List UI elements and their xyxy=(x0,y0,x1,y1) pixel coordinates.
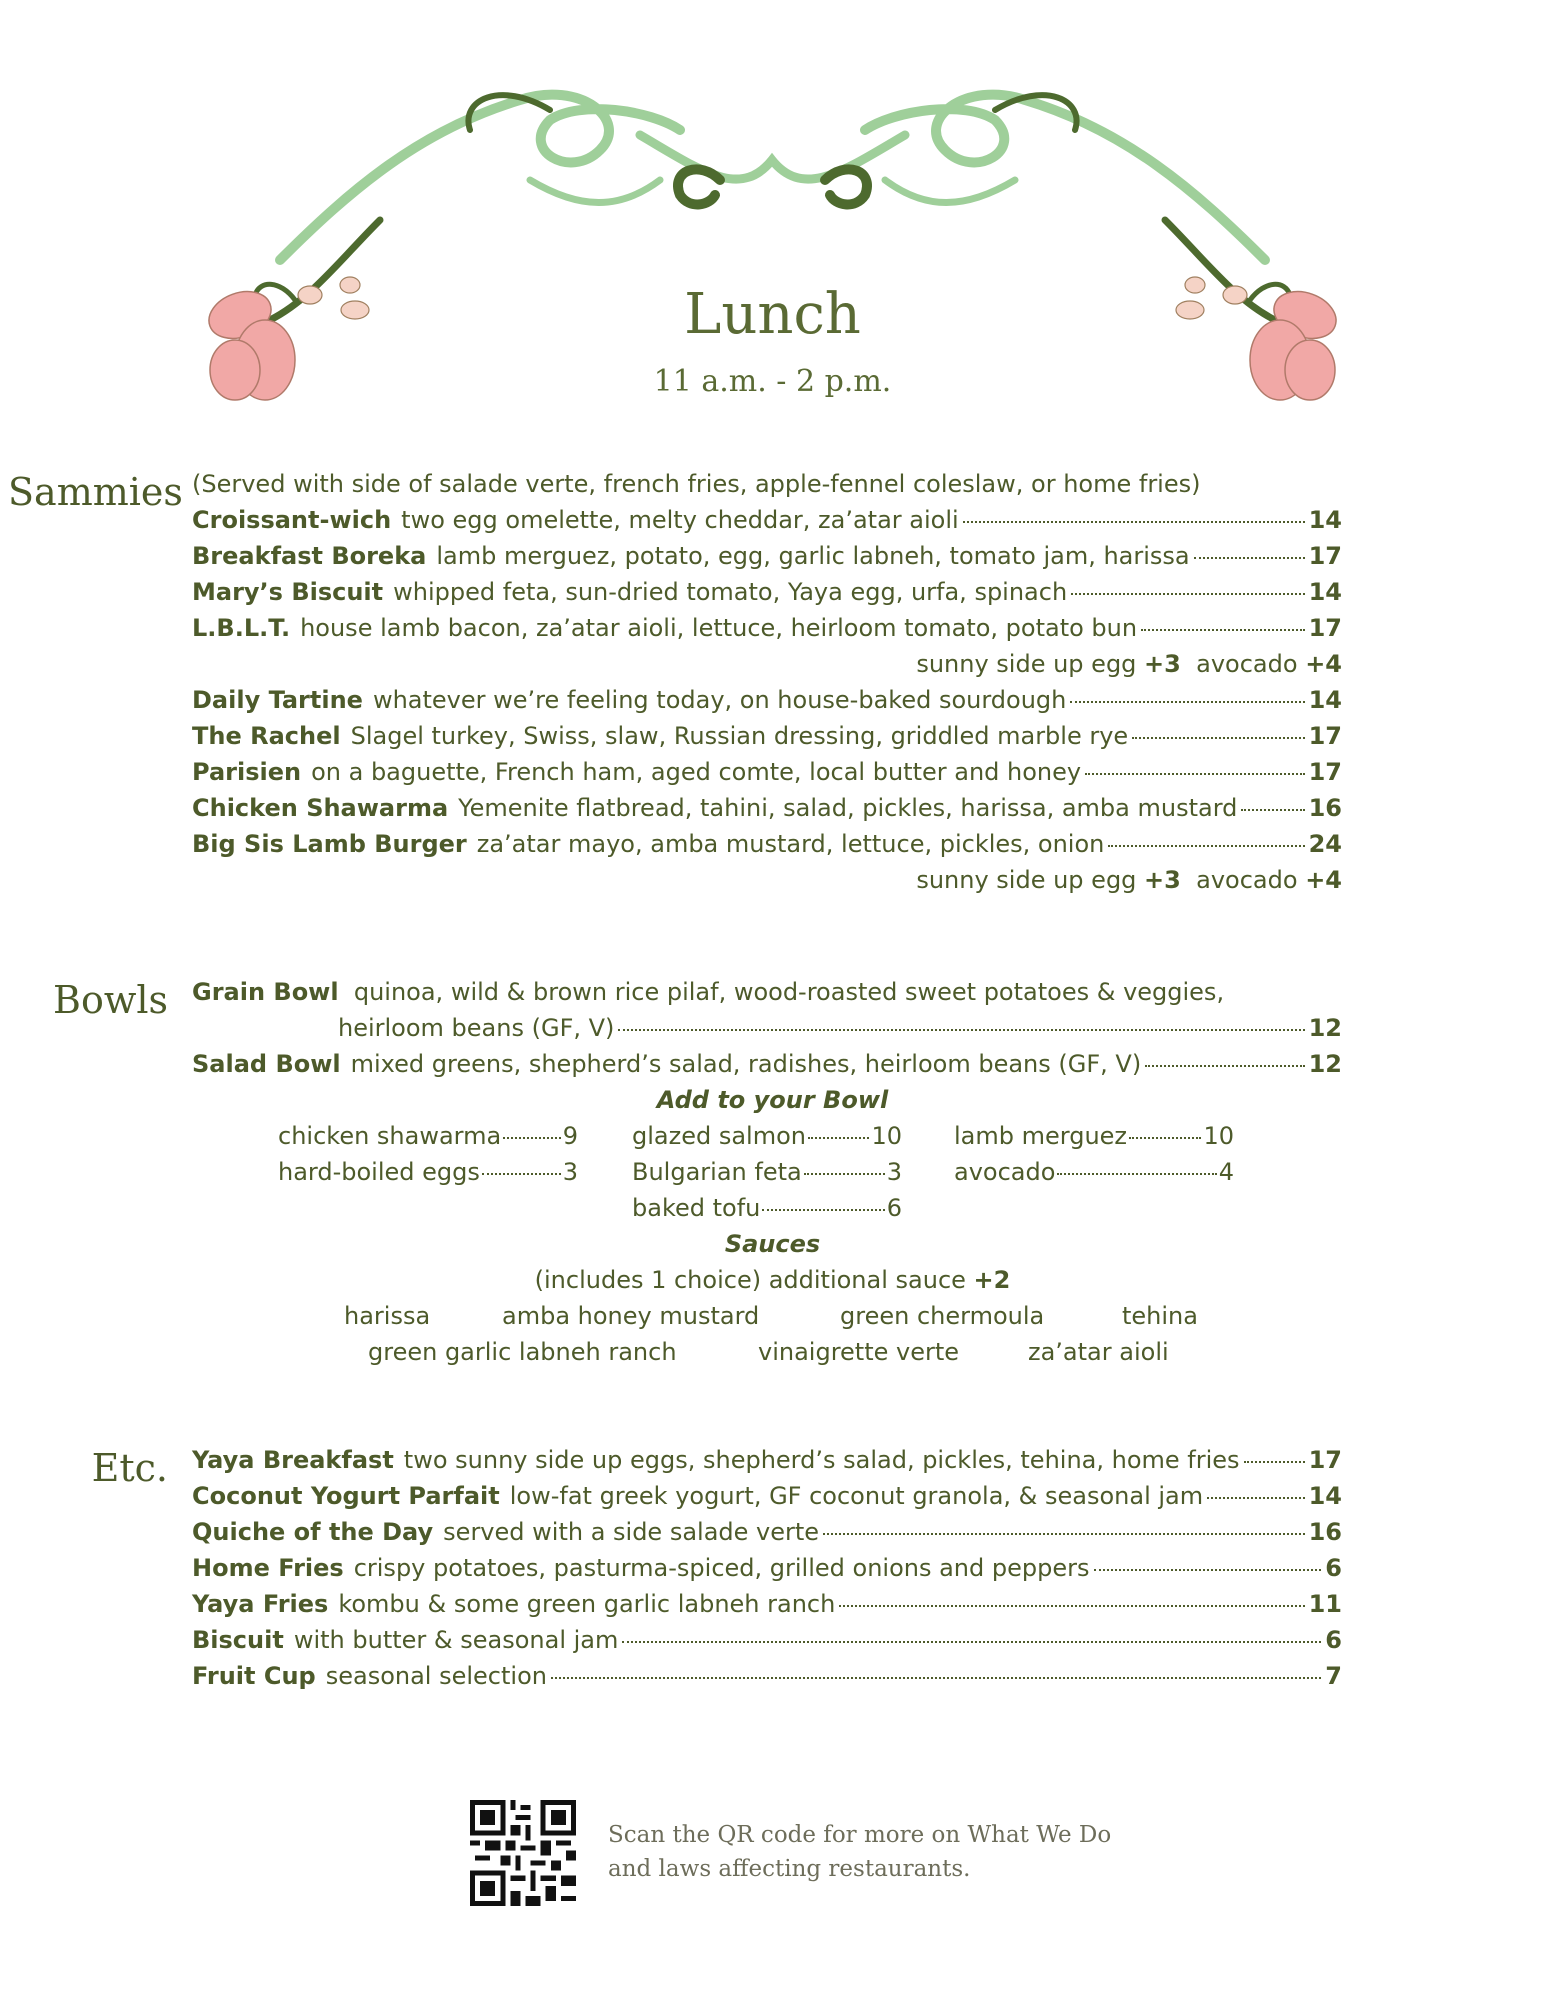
item-desc: lamb merguez, potato, egg, garlic labneh, tomato jam, harissa xyxy=(436,542,1190,570)
addon-egg-label: sunny side up egg xyxy=(916,650,1137,678)
item-desc: Slagel turkey, Swiss, slaw, Russian dressing, griddled marble rye xyxy=(350,722,1129,750)
item-price: 17 xyxy=(1308,722,1342,750)
item-price: 17 xyxy=(1308,614,1342,642)
item-desc: kombu & some green garlic labneh ranch xyxy=(338,1590,836,1618)
add-item-name: hard-boiled eggs xyxy=(278,1158,480,1186)
menu-item xyxy=(192,794,1342,828)
addon-avocado-price: +4 xyxy=(1305,650,1342,678)
add-item xyxy=(632,1158,902,1186)
item-desc: seasonal selection xyxy=(325,1662,547,1690)
add-item-name: Bulgarian feta xyxy=(632,1158,802,1186)
item-desc: whatever we’re feeling today, on house-baked sourdough xyxy=(372,686,1067,714)
menu-item xyxy=(192,758,1342,792)
menu-item xyxy=(192,722,1342,756)
dot-leader xyxy=(804,1173,885,1175)
item-desc: whipped feta, sun-dried tomato, Yaya egg, urfa, spinach xyxy=(393,578,1068,606)
menu-item xyxy=(192,578,1342,612)
menu-item xyxy=(192,1662,1342,1696)
hours: 11 a.m. - 2 p.m. xyxy=(653,364,892,399)
addon-egg-price: +3 xyxy=(1144,866,1181,894)
dot-leader xyxy=(482,1173,561,1175)
menu-item xyxy=(192,614,1342,648)
sauce-item: za’atar aioli xyxy=(1028,1338,1169,1366)
item-desc: heirloom beans (GF, V) xyxy=(338,1014,615,1042)
item-name: Chicken Shawarma xyxy=(192,794,449,822)
item-price: 16 xyxy=(1308,794,1342,822)
add-item-price: 3 xyxy=(562,1158,578,1186)
add-item-price: 6 xyxy=(886,1194,902,1222)
sauces-extra-price: +2 xyxy=(973,1266,1011,1294)
dot-leader xyxy=(808,1137,869,1139)
item-desc: quinoa, wild & brown rice pilaf, wood-roasted sweet potatoes & veggies, xyxy=(353,978,1225,1006)
item-desc: crispy potatoes, pasturma-spiced, grilled onions and peppers xyxy=(353,1554,1090,1582)
dot-leader xyxy=(1085,773,1305,775)
menu-item xyxy=(192,542,1342,576)
dot-leader xyxy=(1207,1497,1304,1499)
menu-item xyxy=(192,830,1342,864)
menu-item xyxy=(192,1590,1342,1624)
dot-leader xyxy=(1057,1173,1216,1175)
item-price: 14 xyxy=(1308,1482,1342,1510)
item-price: 11 xyxy=(1308,1590,1342,1618)
item-desc: two egg omelette, melty cheddar, za’atar aioli xyxy=(401,506,959,534)
section-label-bowls: Bowls xyxy=(53,978,168,1022)
add-item xyxy=(954,1158,1234,1186)
dot-leader xyxy=(1070,701,1304,703)
item-desc: za’atar mayo, amba mustard, lettuce, pickles, onion xyxy=(476,830,1105,858)
item-name: Grain Bowl xyxy=(192,978,339,1006)
sauces-note-text: (includes 1 choice) additional sauce xyxy=(534,1266,966,1294)
dot-leader xyxy=(1141,629,1305,631)
add-item xyxy=(632,1194,902,1222)
item-price: 14 xyxy=(1308,506,1342,534)
add-item xyxy=(278,1122,578,1150)
dot-leader xyxy=(622,1641,1321,1643)
sauce-item: green chermoula xyxy=(840,1302,1045,1330)
dot-leader xyxy=(1132,737,1304,739)
item-name: Biscuit xyxy=(192,1626,284,1654)
menu-item xyxy=(192,1446,1342,1480)
dot-leader xyxy=(551,1677,1321,1679)
add-item-price: 9 xyxy=(562,1122,578,1150)
item-desc: served with a side salade verte xyxy=(443,1518,820,1546)
grain-bowl-line2 xyxy=(338,1014,1342,1048)
add-item-name: glazed salmon xyxy=(632,1122,806,1150)
item-name: Mary’s Biscuit xyxy=(192,578,384,606)
item-name: Parisien xyxy=(192,758,302,786)
dot-leader xyxy=(963,521,1305,523)
section-label-sammies: Sammies xyxy=(8,470,183,514)
addon-avocado-price: +4 xyxy=(1305,866,1342,894)
menu-item xyxy=(192,686,1342,720)
dot-leader xyxy=(1071,593,1304,595)
item-name: Salad Bowl xyxy=(192,1050,341,1078)
add-item-name: lamb merguez xyxy=(954,1122,1128,1150)
menu-item xyxy=(192,506,1342,540)
item-name: Quiche of the Day xyxy=(192,1518,434,1546)
dot-leader xyxy=(1194,557,1305,559)
sauces-note xyxy=(0,1266,1545,1294)
add-item-price: 10 xyxy=(871,1122,902,1150)
item-name: Breakfast Boreka xyxy=(192,542,427,570)
item-desc: house lamb bacon, za’atar aioli, lettuce, heirloom tomato, potato bun xyxy=(300,614,1138,642)
item-desc: with butter & seasonal jam xyxy=(293,1626,619,1654)
add-item-price: 4 xyxy=(1218,1158,1234,1186)
addon-avocado-label: avocado xyxy=(1196,650,1298,678)
item-price: 6 xyxy=(1325,1626,1342,1654)
item-price: 6 xyxy=(1325,1554,1342,1582)
item-name: The Rachel xyxy=(192,722,341,750)
add-item-name: baked tofu xyxy=(632,1194,761,1222)
dot-leader xyxy=(839,1605,1304,1607)
dot-leader xyxy=(762,1209,884,1211)
item-price: 14 xyxy=(1308,686,1342,714)
addon-egg-price: +3 xyxy=(1144,650,1181,678)
qr-caption-line2: and laws affecting restaurants. xyxy=(608,1856,971,1882)
item-desc: Yemenite flatbread, tahini, salad, pickles, harissa, amba mustard xyxy=(458,794,1238,822)
dot-leader xyxy=(1129,1137,1201,1139)
item-name: Yaya Fries xyxy=(192,1590,329,1618)
menu-item xyxy=(192,1518,1342,1552)
item-name: Home Fries xyxy=(192,1554,344,1582)
dot-leader xyxy=(1241,809,1304,811)
add-item xyxy=(278,1158,578,1186)
add-item-name: chicken shawarma xyxy=(278,1122,502,1150)
qr-caption-line1: Scan the QR code for more on What We Do xyxy=(608,1822,1112,1848)
item-name: Daily Tartine xyxy=(192,686,363,714)
item-price: 16 xyxy=(1308,1518,1342,1546)
menu-item xyxy=(192,1050,1342,1084)
addon-line xyxy=(192,650,1342,678)
add-item-price: 10 xyxy=(1203,1122,1234,1150)
item-price: 12 xyxy=(1308,1014,1342,1042)
sauce-item: green garlic labneh ranch xyxy=(368,1338,677,1366)
dot-leader xyxy=(1108,845,1304,847)
add-to-bowl-title: Add to your Bowl xyxy=(656,1086,889,1114)
item-price: 17 xyxy=(1308,1446,1342,1474)
dot-leader xyxy=(1145,1065,1304,1067)
addon-avocado-label: avocado xyxy=(1196,866,1298,894)
menu-item xyxy=(192,1482,1342,1516)
add-item xyxy=(632,1122,902,1150)
item-price: 24 xyxy=(1308,830,1342,858)
item-price: 17 xyxy=(1308,542,1342,570)
item-name: Croissant-wich xyxy=(192,506,392,534)
qr-code[interactable] xyxy=(470,1800,576,1906)
grain-bowl-line1 xyxy=(192,978,1342,1006)
item-name: L.B.L.T. xyxy=(192,614,291,642)
section-label-etc: Etc. xyxy=(91,1446,168,1490)
qr-caption xyxy=(608,1818,1111,1886)
dot-leader xyxy=(1244,1461,1305,1463)
page-title: Lunch xyxy=(684,282,861,347)
item-price: 7 xyxy=(1325,1662,1342,1690)
add-item xyxy=(954,1122,1234,1150)
add-item-name: avocado xyxy=(954,1158,1056,1186)
dot-leader xyxy=(823,1533,1305,1535)
add-item-price: 3 xyxy=(886,1158,902,1186)
item-desc: mixed greens, shepherd’s salad, radishes, heirloom beans (GF, V) xyxy=(350,1050,1142,1078)
item-name: Fruit Cup xyxy=(192,1662,316,1690)
sauces-title: Sauces xyxy=(724,1230,821,1258)
sauce-item: vinaigrette verte xyxy=(758,1338,960,1366)
addon-line xyxy=(192,866,1342,894)
item-price: 12 xyxy=(1308,1050,1342,1078)
item-price: 14 xyxy=(1308,578,1342,606)
dot-leader xyxy=(1094,1569,1322,1571)
item-desc: two sunny side up eggs, shepherd’s salad, pickles, tehina, home fries xyxy=(403,1446,1240,1474)
dot-leader xyxy=(503,1137,561,1139)
sauce-item: tehina xyxy=(1122,1302,1198,1330)
item-name: Yaya Breakfast xyxy=(192,1446,394,1474)
item-name: Big Sis Lamb Burger xyxy=(192,830,467,858)
menu-item xyxy=(192,1554,1342,1588)
addon-egg-label: sunny side up egg xyxy=(916,866,1137,894)
sauce-item: harissa xyxy=(344,1302,431,1330)
item-price: 17 xyxy=(1308,758,1342,786)
item-name: Coconut Yogurt Parfait xyxy=(192,1482,500,1510)
sauce-item: amba honey mustard xyxy=(502,1302,760,1330)
sammies-note: (Served with side of salade verte, french fries, apple-fennel coleslaw, or home fries) xyxy=(192,470,1201,498)
menu-item xyxy=(192,1626,1342,1660)
item-desc: on a baguette, French ham, aged comte, local butter and honey xyxy=(311,758,1082,786)
item-desc: low-fat greek yogurt, GF coconut granola, & seasonal jam xyxy=(509,1482,1204,1510)
dot-leader xyxy=(618,1029,1304,1031)
